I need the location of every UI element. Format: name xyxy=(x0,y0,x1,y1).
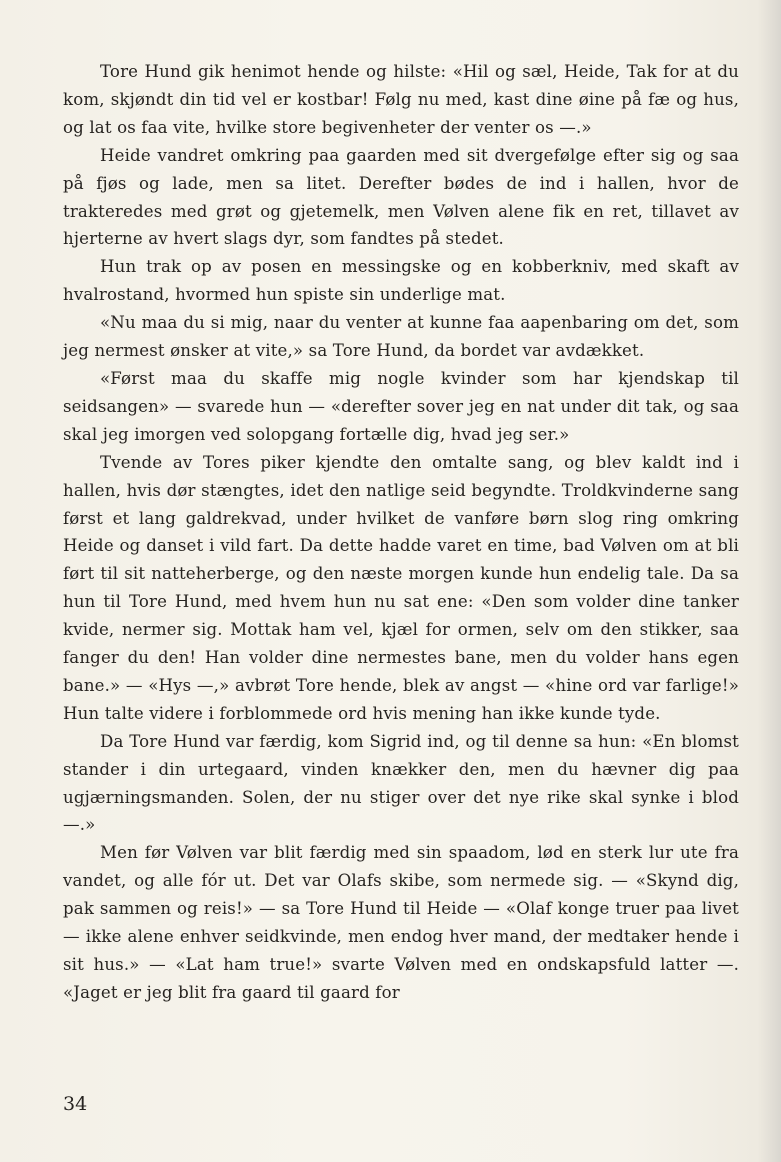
page-number: 34 xyxy=(63,1093,88,1115)
body-text xyxy=(63,58,739,1007)
paragraph: Tore Hund gik henimot hende og hilste: «Hil og sæl, Heide, Tak for at du kom, skjøndt din tid vel er kostbar! Følg nu med, kast dine øine på fæ og hus, og lat os faa vite, hvilke store begivenheter der venter os —.» xyxy=(63,62,739,137)
paragraph: «Nu maa du si mig, naar du venter at kunne faa aapenbaring om det, som jeg nermest ønsker at vite,» sa Tore Hund, da bordet var avdækket. xyxy=(63,313,739,361)
paragraph: Men før Vølven var blit færdig med sin spaadom, lød en sterk lur ute fra vandet, og alle fór ut. Det var Olafs skibe, som nermede sig. — «Skynd dig, pak sammen og reis!» — sa Tore Hund til Heide — «Olaf konge truer paa livet — ikke alene enhver seidkvinde, men endog hver mand, der medtaker hende i sit hus.» — «Lat ham true!» svarte Vølven med en ondskapsfuld latter —. «Jaget er jeg blit fra gaard til gaard for xyxy=(63,843,739,1002)
paragraph: Hun trak op av posen en messingske og en kobberkniv, med skaft av hvalrostand, hvormed hun spiste sin underlige mat. xyxy=(63,257,739,305)
paragraph: Heide vandret omkring paa gaarden med sit dvergefølge efter sig og saa på fjøs og lade, men sa litet. Derefter bødes de ind i hallen, hvor de trakteredes med grøt og gjetemelk, men Vølven alene fik en ret, tillavet av hjerterne av hvert slags dyr, som fandtes på stedet. xyxy=(63,145,739,249)
paragraph: Tvende av Tores piker kjendte den omtalte sang, og blev kaldt ind i hallen, hvis dør stængtes, idet den natlige seid begyndte. Troldkvinderne sang først et lang galdrekvad, under hvilket de vanføre børn slog ring omkring Heide og danset i vild fart. Da dette hadde varet en time, bad Vølven om at bli ført til sit natteherberge, og den næste morgen kunde hun endelig tale. Da sa hun til Tore Hund, med hvem hun nu sat ene: «Den som volder dine tanker kvide, nermer sig. Mottak ham vel, kjæl for ormen, selv om den stikker, saa fanger du den! Han volder dine nermestes bane, men du volder hans egen bane.» — «Hys —,» avbrøt Tore hende, blek av angst — «hine ord var farlige!» Hun talte videre i forblommede ord hvis mening han ikke kunde tyde. xyxy=(63,452,739,723)
paragraph: «Først maa du skaffe mig nogle kvinder som har kjendskap til seidsangen» — svarede hun — «derefter sover jeg en nat under dit tak, og saa skal jeg imorgen ved solopgang fortælle dig, hvad jeg ser.» xyxy=(63,368,739,444)
paragraph: Da Tore Hund var færdig, kom Sigrid ind, og til denne sa hun: «En blomst stander i din urtegaard, vinden knækker den, men du hævner dig paa ugjærningsmanden. Solen, der nu stiger over det nye rike skal synke i blod —.» xyxy=(63,731,739,835)
